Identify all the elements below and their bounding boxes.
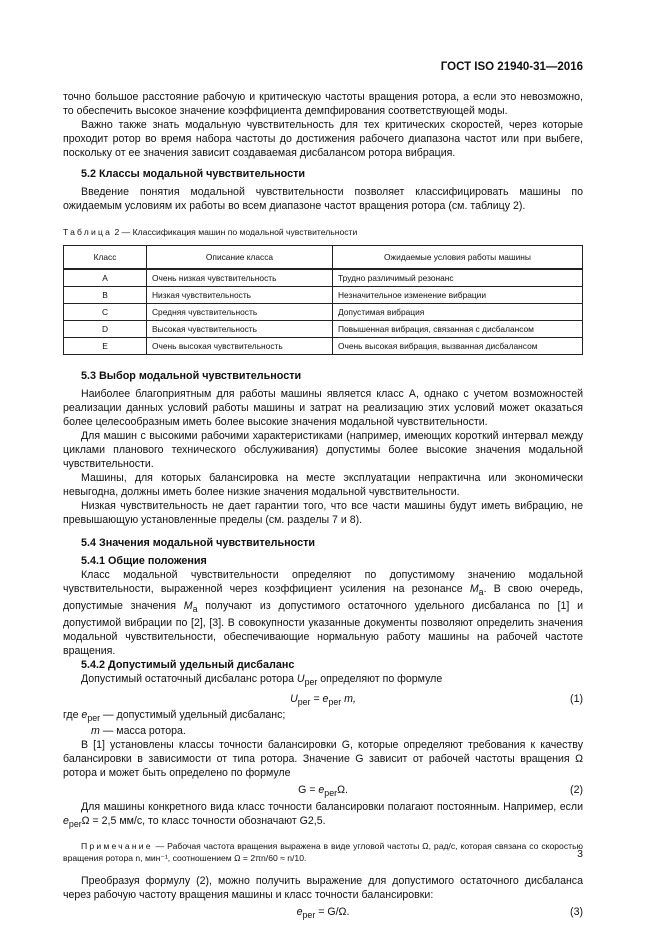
table-cell-conditions: Повышенная вибрация, связанная с дисбалансом xyxy=(333,321,583,338)
table-row xyxy=(64,321,583,338)
table-row xyxy=(64,304,583,321)
section-5-4-1-title: 5.4.1 Общие положения xyxy=(81,555,207,567)
legend-item: m — масса ротора. xyxy=(91,725,186,738)
table-cell-description: Низкая чувствительность xyxy=(147,287,333,304)
section-5-3-paragraph-1: Наиболее благоприятным для работы машины является класс A, однако с учетом возможностей реализации данных условий работы машины и затрат на реализацию этих условий может оказаться более целесообразным иметь более высокие значения модальной чувствительности. xyxy=(63,388,583,428)
note-text: — Рабочая частота вращения выражена в виде угловой частоты Ω, рад/с, которая связана со скоростью вращения ротора n, мин⁻¹, соотношением Ω = 2πn/60 ≈ n/10. xyxy=(63,840,583,863)
table-row xyxy=(64,269,583,287)
formula-3-expression: $e_{per} = G/\Omega$. xyxy=(296,905,350,920)
formula-2 xyxy=(63,780,583,800)
section-5-4-2-paragraph-2: В [1] установлены классы точности балансировки G, которые определяют требования к качеству балансировки в зависимости от типа ротора. Значение G зависит от рабочей частоты вращения Ω ротора и может быть определено по формуле xyxy=(63,739,583,780)
table-cell-conditions: Трудно различимый резонанс xyxy=(333,269,583,287)
table-cell-class: D xyxy=(64,321,147,338)
table-cell-description: Средняя чувствительность xyxy=(147,304,333,321)
page-body xyxy=(63,90,583,922)
section-5-2-paragraph: Введение понятия модальной чувствительности позволяет классифицировать машины по ожидаемым условиям их работы во всем диапазоне частот вращения ротора (см. таблицу 2). xyxy=(63,186,583,212)
section-5-3-paragraph-4: Низкая чувствительность не дает гарантии того, что все части машины будут иметь вибрацию, не превышающую установленные пределы (см. разделы 7 и 8). xyxy=(63,500,583,526)
formula-2-number: (2) xyxy=(570,784,583,797)
page-number: 3 xyxy=(577,848,583,860)
table-caption-text: 2 — Классификация машин по модальной чувствительности xyxy=(112,227,358,237)
table-cell-class: C xyxy=(64,304,147,321)
formula-1 xyxy=(63,689,583,709)
section-5-3-title: 5.3 Выбор модальной чувствительности xyxy=(81,370,302,382)
table-header-cell: Ожидаемые условия работы машины xyxy=(333,246,583,270)
table-cell-class: B xyxy=(64,287,147,304)
note xyxy=(63,840,583,864)
table-caption xyxy=(63,225,583,239)
formula-2-expression: $G = e_{per}\Omega$. xyxy=(298,784,348,799)
section-5-3-paragraph-3: Машины, для которых балансировка на месте эксплуатации непрактична или экономически невыгодна, должны иметь более низкие значения модальной чувствительности. xyxy=(63,472,583,498)
table-row xyxy=(64,338,583,355)
table-cell-conditions: Незначительное изменение вибрации xyxy=(333,287,583,304)
section-5-2-title: 5.2 Классы модальной чувствительности xyxy=(81,168,305,180)
table-cell-class: E xyxy=(64,338,147,355)
intro-paragraph-1: точно большое расстояние рабочую и критическую частоты вращения ротора, а если это невозможно, то обеспечить высокое значение коэффициента демпфирования соответствующей моды. xyxy=(63,91,583,117)
table-cell-description: Очень низкая чувствительность xyxy=(147,269,333,287)
formula-3-number: (3) xyxy=(570,905,583,918)
section-5-4-2-paragraph-1: Допустимый остаточный дисбаланс ротора $U_{per}$ определяют по формуле xyxy=(81,673,443,688)
section-5-3-paragraph-2: Для машин с высокими рабочими характеристиками (например, имеющих короткий интервал между циклами планового технического обслуживания) допустимы более высокие значения модальной чувствительности. xyxy=(63,430,583,470)
formula-3 xyxy=(63,902,583,922)
table-cell-conditions: Очень высокая вибрация, вызванная дисбалансом xyxy=(333,338,583,355)
table-caption-word: Таблица xyxy=(63,227,113,237)
formula-1-number: (1) xyxy=(570,693,583,706)
classification-table xyxy=(63,245,583,355)
section-5-4-2-paragraph-3: Для машины конкретного вида класс точности балансировки полагают постоянным. Например, если $e_{per}\Omega = 2,5$ мм/с, то класс точности обозначают G2,5. xyxy=(63,801,583,830)
formula-1-expression: $U_{per} = e_{per}$ m, xyxy=(290,693,356,708)
table-cell-description: Высокая чувствительность xyxy=(147,321,333,338)
section-5-4-2-title: 5.4.2 Допустимый удельный дисбаланс xyxy=(81,659,295,672)
table-row xyxy=(64,287,583,304)
section-5-4-title: 5.4 Значения модальной чувствительности xyxy=(81,537,316,549)
section-5-4-2-paragraph-4: Преобразуя формулу (2), можно получить выражение для допустимого остаточного дисбаланса через рабочую частоту вращения машины и класс точности балансировки: xyxy=(63,874,583,901)
table-cell-description: Очень высокая чувствительность xyxy=(147,338,333,355)
table-cell-class: A xyxy=(64,269,147,287)
table-header-cell: Описание класса xyxy=(147,246,333,270)
table-cell-conditions: Допустимая вибрация xyxy=(333,304,583,321)
formula-1-legend xyxy=(63,709,583,738)
section-5-4-1-paragraph: Класс модальной чувствительности определяют по допустимому значению модальной чувствительности, выраженной через коэффициент усиления на резонансе $M_a$. В свою очередь, допустимые значения $M_a$ получают из допустимого остаточного удельного дисбаланса по [1] и допустимой вибрации по [2], [3]. В совокупности указанные документы позволяют определить значения модальной чувствительности, обеспечивающие нормальную работу машины на рабочей частоте вращения. xyxy=(63,569,583,658)
legend-item: где $e_{per}$ — допустимый удельный дисбаланс; xyxy=(63,709,286,724)
document-header: ГОСТ ISO 21940-31—2016 xyxy=(440,61,583,73)
table-header-cell: Класс xyxy=(64,246,147,270)
note-label: Примечание xyxy=(81,840,153,851)
intro-paragraph-2: Важно также знать модальную чувствительность для тех критических скоростей, через которые проходит ротор во время набора частоты до достижения рабочего диапазона частот или при выбеге, поскольку от ее значения зависит создаваемая дисбалансом ротора вибрация. xyxy=(63,119,583,159)
table-header-row xyxy=(64,246,583,270)
